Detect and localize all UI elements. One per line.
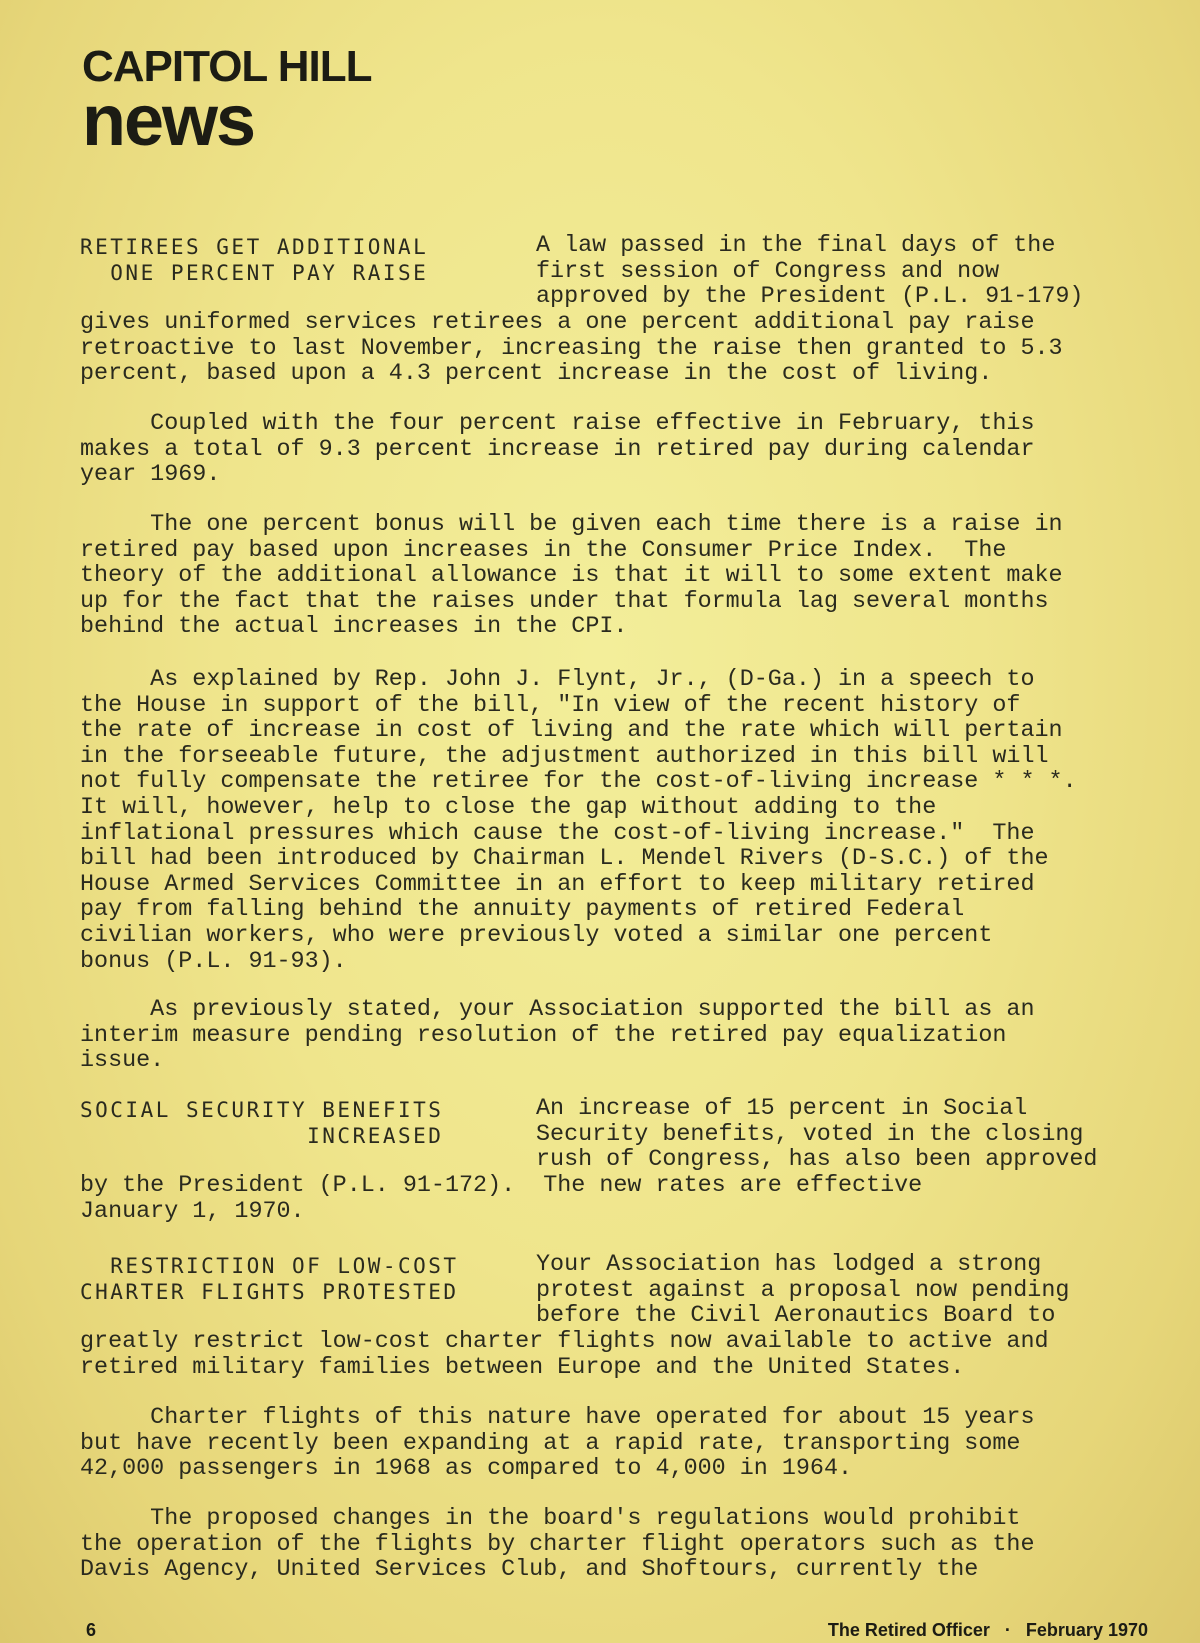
paragraph <box>80 1507 1035 1584</box>
text-line: Your Association has lodged a strong <box>536 1252 1042 1278</box>
text-line: An increase of 15 percent in Social <box>536 1096 1028 1122</box>
text-line: gives uniformed services retirees a one percent additional pay raise <box>80 310 1035 336</box>
paragraph <box>80 998 1035 1075</box>
text-line: interim measure pending resolution of the retired pay equalization <box>80 1022 1007 1049</box>
text-line: inflational pressures which cause the cost-of-living increase." The <box>80 820 1035 847</box>
section-intro <box>536 1097 1097 1174</box>
text-line: It will, however, help to close the gap without adding to the <box>80 794 937 821</box>
section-heading <box>80 234 428 286</box>
text-line: retroactive to last November, increasing the raise then granted to 5.3 <box>80 335 1063 362</box>
section-intro <box>536 1253 1069 1330</box>
section-continuation <box>80 311 1063 388</box>
text-line: the House in support of the bill, "In view of the recent history of <box>80 692 1021 719</box>
text-line: As explained by Rep. John J. Flynt, Jr., (D-Ga.) in a speech to <box>80 667 1035 693</box>
text-line: protest against a proposal now pending <box>536 1277 1070 1304</box>
text-line: greatly restrict low-cost charter flights now available to active and <box>80 1329 1049 1355</box>
section-intro <box>536 234 1083 311</box>
heading-line: INCREASED <box>80 1124 444 1148</box>
page-number: 6 <box>86 1620 97 1640</box>
text-line: behind the actual increases in the CPI. <box>80 614 628 641</box>
section-continuation <box>80 1330 1049 1381</box>
text-line: not fully compensate the retiree for the cost-of-living increase * * *. <box>80 769 1077 796</box>
heading-line: RETIREES GET ADDITIONAL <box>80 235 429 259</box>
text-line: rush of Congress, has also been approved <box>536 1147 1098 1174</box>
text-line: percent, based upon a 4.3 percent increase in the cost of living. <box>80 361 993 388</box>
text-line: before the Civil Aeronautics Board to <box>536 1303 1056 1330</box>
text-line: January 1, 1970. <box>80 1198 305 1225</box>
text-line: Charter flights of this nature have operated for about 15 years <box>80 1405 1035 1431</box>
text-line: civilian workers, who were previously voted a similar one percent <box>80 922 993 949</box>
text-line: but have recently been expanding at a rapid rate, transporting some <box>80 1430 1021 1457</box>
text-line: the operation of the flights by charter flight operators such as the <box>80 1531 1035 1558</box>
text-line: retired military families between Europe and the United States. <box>80 1354 965 1381</box>
text-line: The one percent bonus will be given each time there is a raise in <box>80 512 1063 538</box>
footer-separator: · <box>1004 1620 1011 1640</box>
paragraph <box>80 668 1077 975</box>
text-line: makes a total of 9.3 percent increase in retired pay during calendar <box>80 436 1035 463</box>
footer-publication <box>828 1620 1148 1641</box>
text-line: 42,000 passengers in 1968 as compared to 4,000 in 1964. <box>80 1456 853 1483</box>
heading-line: CHARTER FLIGHTS PROTESTED <box>80 1280 459 1304</box>
text-line: issue. <box>80 1048 165 1075</box>
text-line: retired pay based upon increases in the Consumer Price Index. The <box>80 537 1007 564</box>
masthead <box>82 42 372 161</box>
text-line: Coupled with the four percent raise effective in February, this <box>80 411 1035 437</box>
issue-date: February 1970 <box>1025 1620 1148 1640</box>
paragraph <box>80 1406 1035 1483</box>
text-line: theory of the additional allowance is that it will to some extent make <box>80 563 1063 590</box>
text-line: in the forseeable future, the adjustment authorized in this bill will <box>80 743 1049 770</box>
paragraph <box>80 513 1063 641</box>
heading-line: SOCIAL SECURITY BENEFITS <box>80 1098 444 1122</box>
text-line: year 1969. <box>80 462 221 489</box>
masthead-line2: news <box>82 81 255 161</box>
text-line: up for the fact that the raises under that formula lag several months <box>80 588 1049 615</box>
heading-line: ONE PERCENT PAY RAISE <box>80 261 429 285</box>
text-line: bonus (P.L. 91-93). <box>80 948 347 975</box>
text-line: As previously stated, your Association supported the bill as an <box>80 997 1035 1023</box>
publication-name: The Retired Officer <box>827 1620 990 1640</box>
heading-line: RESTRICTION OF LOW-COST <box>80 1254 459 1278</box>
text-line: first session of Congress and now <box>536 258 1000 285</box>
text-line: A law passed in the final days of the <box>536 233 1056 259</box>
section-continuation <box>80 1174 922 1225</box>
text-line: Davis Agency, United Services Club, and Shoftours, currently the <box>80 1557 979 1584</box>
text-line: the rate of increase in cost of living and the rate which will pertain <box>80 718 1063 745</box>
paragraph <box>80 412 1035 489</box>
masthead-line1: CAPITOL HILL <box>82 42 372 91</box>
section-heading <box>80 1097 443 1149</box>
text-line: Security benefits, voted in the closing <box>536 1121 1084 1148</box>
section-heading <box>80 1253 459 1305</box>
text-line: The proposed changes in the board's regulations would prohibit <box>80 1506 1021 1532</box>
text-line: bill had been introduced by Chairman L. Mendel Rivers (D-S.C.) of the <box>80 846 1049 873</box>
text-line: House Armed Services Committee in an effort to keep military retired <box>80 871 1035 898</box>
text-line: by the President (P.L. 91-172). The new rates are effective <box>80 1173 923 1199</box>
text-line: approved by the President (P.L. 91-179) <box>536 284 1084 311</box>
text-line: pay from falling behind the annuity payments of retired Federal <box>80 897 965 924</box>
